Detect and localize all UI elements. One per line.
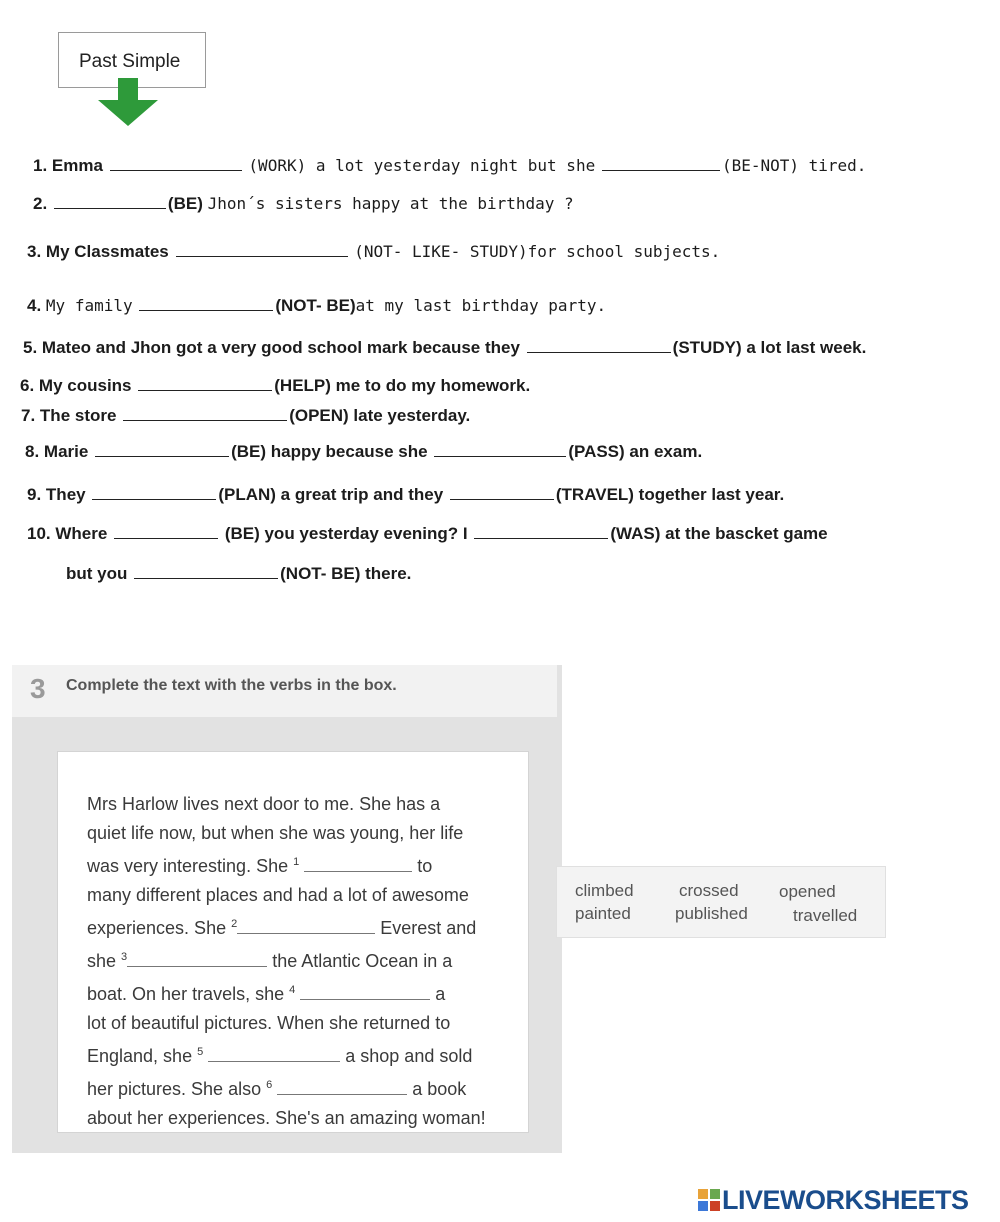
word-option: crossed (679, 881, 739, 900)
answer-blank-4[interactable] (139, 296, 273, 311)
passage-blank-4[interactable] (300, 985, 430, 1000)
answer-blank-9a[interactable] (92, 485, 216, 500)
answer-blank-2[interactable] (54, 194, 166, 209)
exercise-10: 10. Where (BE) you yesterday evening? I (WAS) at the bascket game (27, 524, 828, 543)
page-title: Past Simple (79, 51, 181, 72)
answer-blank-1b[interactable] (602, 156, 720, 171)
logo-text: LIVEWORKSHEETS (722, 1185, 969, 1215)
passage-blank-1[interactable] (304, 857, 412, 872)
exercise-9: 9. They (PLAN) a great trip and they (TRAVEL) together last year. (27, 485, 785, 504)
answer-blank-1a[interactable] (110, 156, 242, 171)
answer-blank-10b[interactable] (474, 524, 608, 539)
answer-blank-5[interactable] (527, 338, 671, 353)
passage-blank-5[interactable] (208, 1047, 340, 1062)
word-box (556, 866, 886, 938)
answer-blank-10a[interactable] (114, 524, 218, 539)
word-option: opened (779, 882, 836, 901)
textbook-exercise-number: 3 (30, 673, 46, 704)
logo-icon (698, 1189, 720, 1211)
textbook-passage: Mrs Harlow lives next door to me. She has a quiet life now, but when she was young, her life was very interesting. She $^1$ to many different places and had a lot of awesome experiences. She $^2$ Everest and she $^3$ the Atlantic Ocean in a boat. On her travels, she $^4$ a lot of beautiful pictures. When she returned to England, she $^5$ a shop and sold her pictures. She also $^6$ a book about her experiences. She's an amazing woman! (87, 794, 486, 1128)
exercise-3: 3. My Classmates (NOT- LIKE- STUDY)for school subjects. (27, 242, 721, 261)
textbook-instruction: Complete the text with the verbs in the box. (66, 677, 397, 694)
exercise-2: 2. (BE) Jhon´s sisters happy at the birthday ? (33, 194, 574, 213)
exercise-5: 5. Mateo and Jhon got a very good school mark because they (STUDY) a lot last week. (23, 338, 867, 357)
answer-blank-10c[interactable] (134, 564, 278, 579)
exercise-7: 7. The store (OPEN) late yesterday. (21, 406, 471, 425)
exercise-8: 8. Marie (BE) happy because she (PASS) an exam. (25, 442, 703, 461)
exercise-10-continued: but you (NOT- BE) there. (66, 564, 412, 583)
exercise-1: 1. Emma (WORK) a lot yesterday night but she (BE-NOT) tired. (33, 156, 867, 175)
word-option: painted (575, 904, 631, 923)
passage-blank-3[interactable] (127, 952, 267, 967)
passage-blank-2[interactable] (237, 919, 375, 934)
passage-blank-6[interactable] (277, 1080, 407, 1095)
word-option: published (675, 904, 748, 923)
exercise-4: 4. My family (NOT- BE)at my last birthday party. (27, 296, 607, 315)
exercise-6: 6. My cousins (HELP) me to do my homework. (20, 376, 531, 395)
word-option: travelled (793, 906, 858, 925)
answer-blank-9b[interactable] (450, 485, 554, 500)
answer-blank-3[interactable] (176, 242, 348, 257)
answer-blank-8a[interactable] (95, 442, 229, 457)
answer-blank-6[interactable] (138, 376, 272, 391)
answer-blank-7[interactable] (123, 406, 287, 421)
answer-blank-8b[interactable] (434, 442, 566, 457)
down-arrow-icon (96, 78, 160, 128)
word-option: climbed (575, 881, 634, 900)
